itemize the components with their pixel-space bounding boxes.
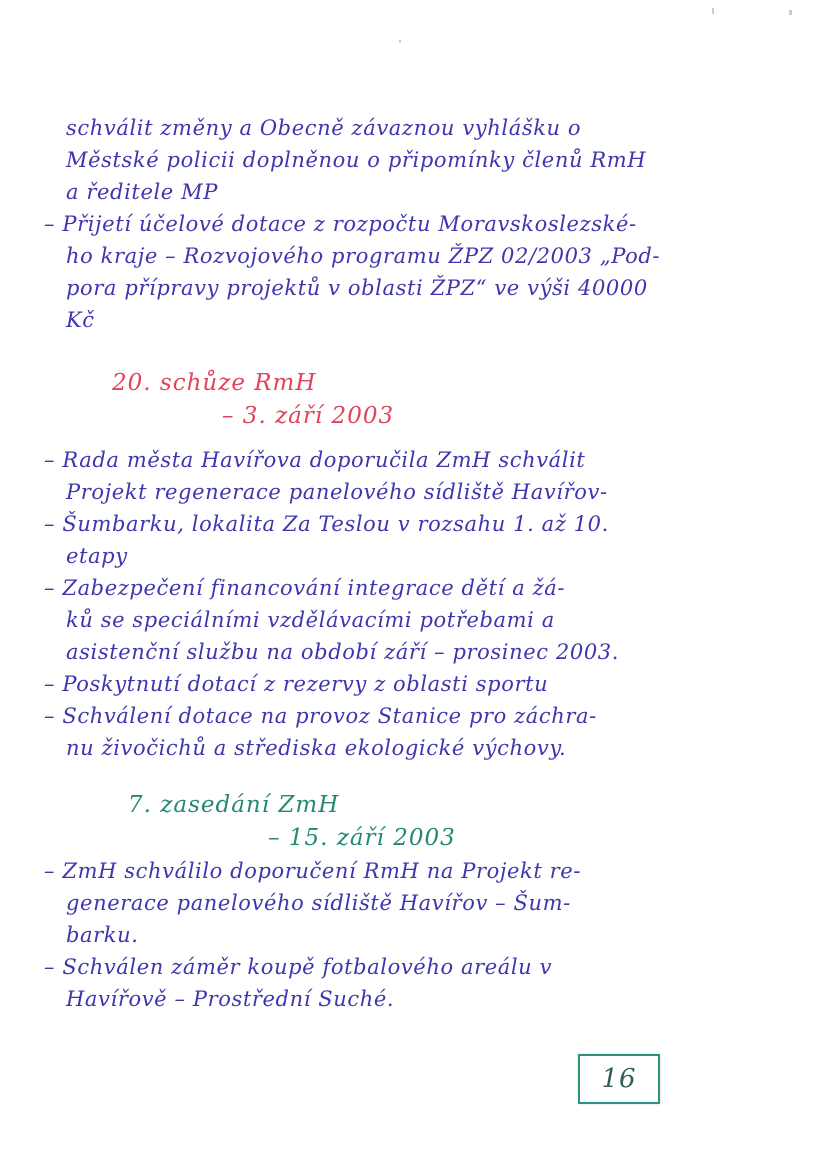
text-line: ků se speciálními vzdělávacími potřebami a [66, 608, 555, 632]
text-line: Kč [66, 308, 95, 332]
scan-speck [399, 40, 401, 43]
text-line: – Schválení dotace na provoz Stanice pro záchra- [44, 704, 597, 728]
text-line: – Rada města Havířova doporučila ZmH schválit [44, 448, 586, 472]
text-line: – Přijetí účelové dotace z rozpočtu Moravskoslezské- [44, 212, 637, 236]
text-line: – Schválen záměr koupě fotbalového areálu v [44, 955, 553, 979]
text-line: Projekt regenerace panelového sídliště Havířov- [66, 480, 608, 504]
text-line: generace panelového sídliště Havířov – Šum- [66, 891, 571, 915]
text-line: a ředitele MP [66, 180, 218, 204]
page-number-box [578, 1054, 660, 1104]
section1-paragraph [44, 444, 620, 764]
section2-date: – 15. září 2003 [268, 825, 456, 851]
text-line: – Poskytnutí dotací z rezervy z oblasti sportu [44, 672, 549, 696]
text-line: pora přípravy projektů v oblasti ŽPZ“ ve výši 40000 [66, 276, 648, 300]
text-line: – Šumbarku, lokalita Za Teslou v rozsahu 1. až 10. [44, 512, 609, 536]
text-line: Havířově – Prostřední Suché. [66, 987, 395, 1011]
text-line: barku. [66, 923, 139, 947]
text-line: – Zabezpečení financování integrace dětí a žá- [44, 576, 566, 600]
text-line: asistenční službu na období září – prosinec 2003. [66, 640, 620, 664]
text-line: etapy [66, 544, 128, 568]
scan-speck [789, 10, 792, 15]
scan-speck [712, 8, 714, 14]
intro-paragraph [44, 112, 661, 336]
page-number: 16 [601, 1064, 637, 1094]
text-line: – ZmH schválilo doporučení RmH na Projekt re- [44, 859, 582, 883]
text-line: schválit změny a Obecně závaznou vyhlášku o [66, 116, 582, 140]
section2-heading: 7. zasedání ZmH [128, 792, 340, 818]
text-line: Městské policii doplněnou o připomínky členů RmH [66, 148, 647, 172]
text-line: ho kraje – Rozvojového programu ŽPZ 02/2003 „Pod- [66, 244, 661, 268]
section2-paragraph [44, 855, 582, 1015]
section1-heading: 20. schůze RmH [112, 370, 317, 396]
text-line: nu živočichů a střediska ekologické výchovy. [66, 736, 567, 760]
section1-date: – 3. září 2003 [222, 403, 395, 429]
